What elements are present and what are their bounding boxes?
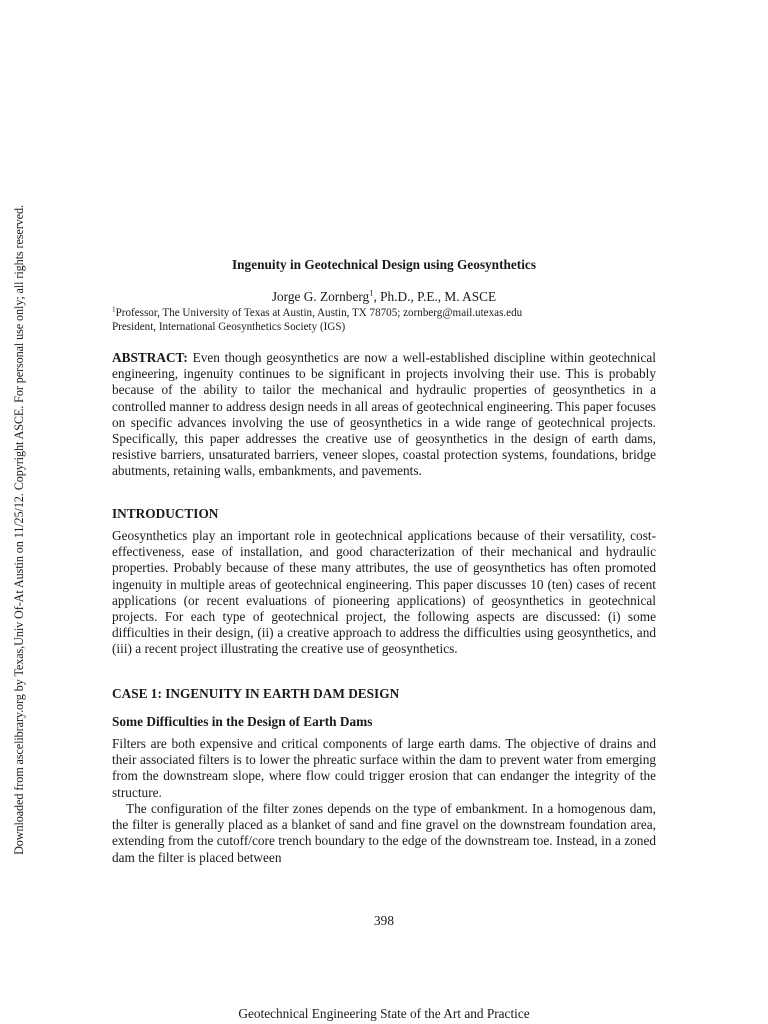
case1-paragraph-2: The configuration of the filter zones depends on the type of embankment. In a homogenous dam, the filter is generally placed as a blanket of sand and fine gravel on the downstream foundation area, extending from the cutoff/core trench boundary to the edge of the downstream toe. Instead, in a zoned dam the filter is placed between: [112, 801, 656, 865]
abstract-paragraph: [112, 350, 656, 480]
case1-paragraph-1: Filters are both expensive and critical components of large earth dams. The objective of drains and their associated filters is to lower the phreatic surface within the dam to prevent water from emerging from the downstream slope, where flow could trigger erosion that can endanger the integrity of the structure.: [112, 736, 656, 800]
author-line: [112, 289, 656, 305]
introduction-heading: INTRODUCTION: [112, 506, 219, 521]
paper-title: Ingenuity in Geotechnical Design using Geosynthetics: [231, 257, 536, 272]
affiliation-line-2: President, International Geosynthetics Society (IGS): [112, 320, 346, 333]
page-footer: Geotechnical Engineering State of the Art and Practice: [238, 1006, 530, 1021]
affiliation-block: [112, 307, 656, 334]
download-notice: Downloaded from ascelibrary.org by Texas,Univ Of-At Austin on 11/25/12. Copyright ASCE. For personal use only; all rights reserved.: [12, 205, 26, 855]
case1-subheading: Some Difficulties in the Design of Earth Dams: [112, 714, 373, 729]
abstract-text: Even though geosynthetics are now a well-established discipline within geotechnical engineering, ingenuity continues to be significant in projects involving their use. This is probably because of the ability to tailor the mechanical and hydraulic properties of geosynthetics in a controlled manner to address design needs in all areas of geotechnical engineering. This paper focuses on specific advances involving the use of geosynthetics in a wide range of geotechnical projects. Specifically, this paper addresses the creative use of geosynthetics in the design of earth dams, resistive barriers, unsaturated barriers, veneer slopes, coastal protection systems, foundations, bridge abutments, retaining walls, embankments, and pavements.: [112, 350, 656, 479]
affiliation-professor: Professor, The University of Texas at Austin, Austin, TX 78705; zornberg@mail.utexas.edu: [115, 307, 523, 319]
author-name: Jorge G. Zornberg: [271, 289, 370, 304]
author-footnote-mark: 1: [369, 287, 374, 298]
affiliation-footnote-mark: 1: [112, 305, 116, 314]
introduction-paragraph: Geosynthetics play an important role in geotechnical applications because of their versatility, cost-effectiveness, ease of installation, and good characterization of their mechanical and hydraulic properties. Probably because of these many attributes, the use of geosynthetics has often promoted ingenuity in multiple areas of geotechnical engineering. This paper discusses 10 (ten) cases of recent applications (or recent evaluations of pioneering applications) of geosynthetics in geotechnical projects. For each type of geotechnical project, the following aspects are discussed: (i) some difficulties in their design, (ii) a creative approach to address the difficulties using geosynthetics, and (iii) a recent project illustrating the creative use of geosynthetics.: [112, 528, 656, 657]
page-number: 398: [374, 913, 394, 928]
affiliation-line-1: [112, 307, 656, 321]
abstract-label: ABSTRACT:: [112, 350, 188, 365]
author-credentials: , Ph.D., P.E., M. ASCE: [373, 289, 497, 304]
case1-heading: CASE 1: INGENUITY IN EARTH DAM DESIGN: [112, 686, 400, 701]
